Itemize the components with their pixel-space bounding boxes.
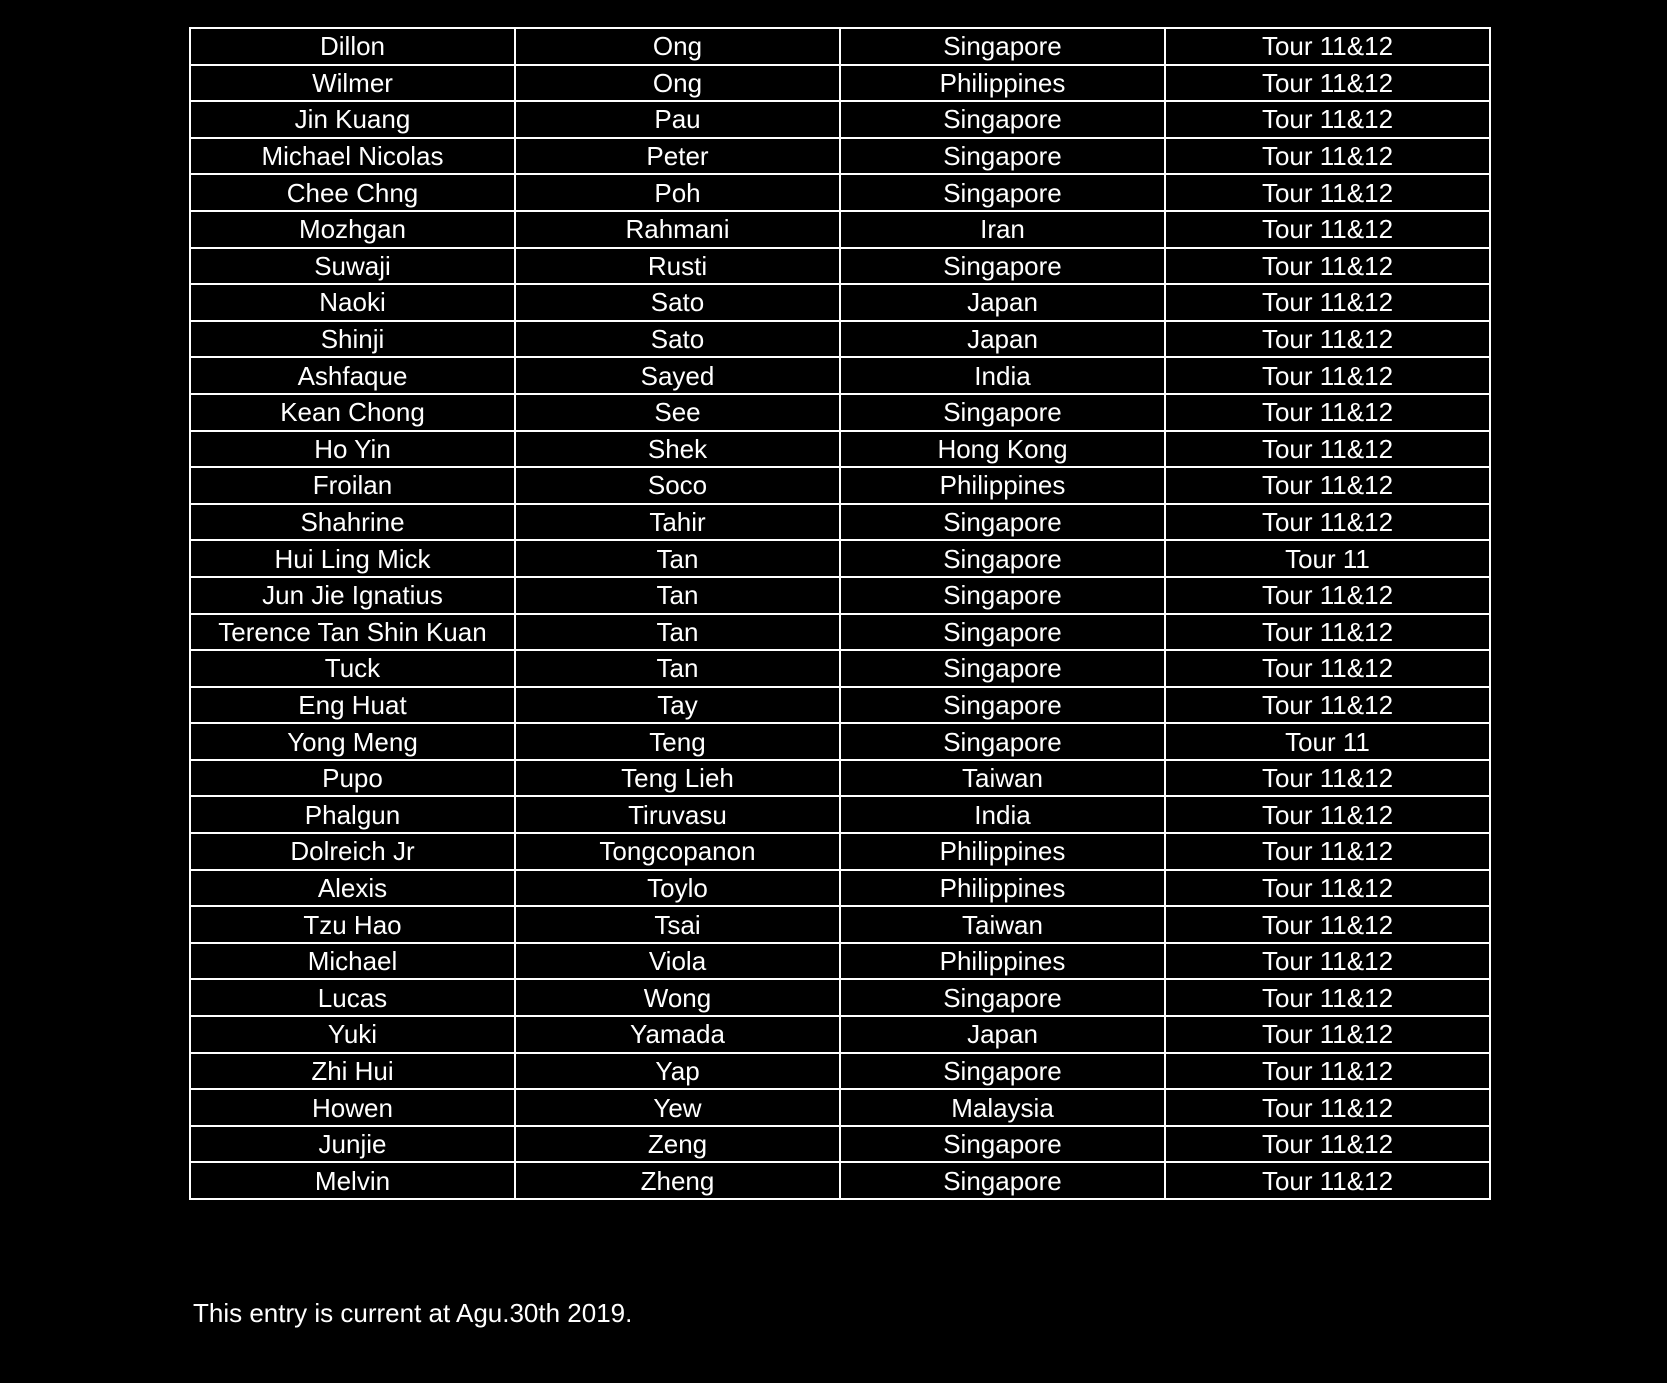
country-cell: Singapore: [840, 394, 1165, 431]
country-cell: Singapore: [840, 979, 1165, 1016]
country-cell: Singapore: [840, 174, 1165, 211]
table-row: [190, 833, 1490, 870]
tour-cell: Tour 11&12: [1165, 138, 1490, 175]
tour-cell: Tour 11&12: [1165, 906, 1490, 943]
tour-cell: Tour 11&12: [1165, 687, 1490, 724]
tour-cell: Tour 11&12: [1165, 211, 1490, 248]
first-name-cell: Michael: [190, 943, 515, 980]
last-name-cell: Sato: [515, 321, 840, 358]
table-row: [190, 577, 1490, 614]
participants-table-body: [190, 28, 1490, 1199]
tour-cell: Tour 11&12: [1165, 394, 1490, 431]
last-name-cell: Rusti: [515, 248, 840, 285]
first-name-cell: Alexis: [190, 870, 515, 907]
first-name-cell: Terence Tan Shin Kuan: [190, 614, 515, 651]
table-row: [190, 467, 1490, 504]
last-name-cell: Yew: [515, 1089, 840, 1126]
tour-cell: Tour 11&12: [1165, 65, 1490, 102]
first-name-cell: Dillon: [190, 28, 515, 65]
country-cell: Singapore: [840, 1126, 1165, 1163]
tour-cell: Tour 11&12: [1165, 577, 1490, 614]
table-row: [190, 321, 1490, 358]
first-name-cell: Yuki: [190, 1016, 515, 1053]
first-name-cell: Zhi Hui: [190, 1053, 515, 1090]
table-row: [190, 760, 1490, 797]
tour-cell: Tour 11&12: [1165, 943, 1490, 980]
tour-cell: Tour 11&12: [1165, 28, 1490, 65]
country-cell: Singapore: [840, 540, 1165, 577]
table-row: [190, 796, 1490, 833]
tour-cell: Tour 11&12: [1165, 650, 1490, 687]
tour-cell: Tour 11&12: [1165, 870, 1490, 907]
first-name-cell: Phalgun: [190, 796, 515, 833]
tour-cell: Tour 11&12: [1165, 1053, 1490, 1090]
last-name-cell: Tsai: [515, 906, 840, 943]
tour-cell: Tour 11&12: [1165, 248, 1490, 285]
last-name-cell: Ong: [515, 28, 840, 65]
last-name-cell: See: [515, 394, 840, 431]
first-name-cell: Eng Huat: [190, 687, 515, 724]
first-name-cell: Dolreich Jr: [190, 833, 515, 870]
table-row: [190, 1089, 1490, 1126]
country-cell: India: [840, 357, 1165, 394]
table-row: [190, 284, 1490, 321]
country-cell: Singapore: [840, 138, 1165, 175]
country-cell: Taiwan: [840, 760, 1165, 797]
tour-cell: Tour 11&12: [1165, 1126, 1490, 1163]
tour-cell: Tour 11: [1165, 723, 1490, 760]
tour-cell: Tour 11&12: [1165, 174, 1490, 211]
country-cell: Taiwan: [840, 906, 1165, 943]
first-name-cell: Yong Meng: [190, 723, 515, 760]
last-name-cell: Viola: [515, 943, 840, 980]
table-row: [190, 614, 1490, 651]
country-cell: Singapore: [840, 248, 1165, 285]
first-name-cell: Shahrine: [190, 504, 515, 541]
last-name-cell: Tiruvasu: [515, 796, 840, 833]
last-name-cell: Tan: [515, 577, 840, 614]
last-name-cell: Zheng: [515, 1162, 840, 1199]
first-name-cell: Suwaji: [190, 248, 515, 285]
last-name-cell: Soco: [515, 467, 840, 504]
last-name-cell: Tan: [515, 540, 840, 577]
last-name-cell: Teng Lieh: [515, 760, 840, 797]
first-name-cell: Lucas: [190, 979, 515, 1016]
last-name-cell: Tan: [515, 614, 840, 651]
last-name-cell: Tahir: [515, 504, 840, 541]
last-name-cell: Poh: [515, 174, 840, 211]
first-name-cell: Ashfaque: [190, 357, 515, 394]
last-name-cell: Teng: [515, 723, 840, 760]
country-cell: Philippines: [840, 943, 1165, 980]
current-as-of-note: This entry is current at Agu.30th 2019.: [193, 1298, 633, 1328]
country-cell: Philippines: [840, 467, 1165, 504]
table-row: [190, 1126, 1490, 1163]
first-name-cell: Jin Kuang: [190, 101, 515, 138]
first-name-cell: Tuck: [190, 650, 515, 687]
country-cell: Philippines: [840, 870, 1165, 907]
table-row: [190, 1016, 1490, 1053]
tour-cell: Tour 11&12: [1165, 614, 1490, 651]
country-cell: Singapore: [840, 28, 1165, 65]
tour-cell: Tour 11: [1165, 540, 1490, 577]
country-cell: Singapore: [840, 687, 1165, 724]
table-row: [190, 650, 1490, 687]
country-cell: Singapore: [840, 1053, 1165, 1090]
last-name-cell: Rahmani: [515, 211, 840, 248]
first-name-cell: Jun Jie Ignatius: [190, 577, 515, 614]
first-name-cell: Froilan: [190, 467, 515, 504]
last-name-cell: Wong: [515, 979, 840, 1016]
first-name-cell: Naoki: [190, 284, 515, 321]
tour-cell: Tour 11&12: [1165, 284, 1490, 321]
table-row: [190, 723, 1490, 760]
country-cell: Singapore: [840, 504, 1165, 541]
table-row: [190, 687, 1490, 724]
table-row: [190, 65, 1490, 102]
last-name-cell: Peter: [515, 138, 840, 175]
last-name-cell: Sato: [515, 284, 840, 321]
country-cell: Singapore: [840, 577, 1165, 614]
table-row: [190, 943, 1490, 980]
last-name-cell: Toylo: [515, 870, 840, 907]
table-row: [190, 138, 1490, 175]
first-name-cell: Michael Nicolas: [190, 138, 515, 175]
first-name-cell: Ho Yin: [190, 431, 515, 468]
first-name-cell: Shinji: [190, 321, 515, 358]
country-cell: Singapore: [840, 723, 1165, 760]
country-cell: Iran: [840, 211, 1165, 248]
tour-cell: Tour 11&12: [1165, 796, 1490, 833]
table-row: [190, 1053, 1490, 1090]
last-name-cell: Zeng: [515, 1126, 840, 1163]
table-row: [190, 174, 1490, 211]
country-cell: Japan: [840, 321, 1165, 358]
country-cell: Singapore: [840, 1162, 1165, 1199]
country-cell: India: [840, 796, 1165, 833]
last-name-cell: Shek: [515, 431, 840, 468]
last-name-cell: Tay: [515, 687, 840, 724]
tour-cell: Tour 11&12: [1165, 833, 1490, 870]
table-row: [190, 211, 1490, 248]
table-row: [190, 504, 1490, 541]
first-name-cell: Chee Chng: [190, 174, 515, 211]
first-name-cell: Melvin: [190, 1162, 515, 1199]
country-cell: Singapore: [840, 650, 1165, 687]
country-cell: Japan: [840, 284, 1165, 321]
first-name-cell: Kean Chong: [190, 394, 515, 431]
country-cell: Japan: [840, 1016, 1165, 1053]
tour-cell: Tour 11&12: [1165, 467, 1490, 504]
first-name-cell: Junjie: [190, 1126, 515, 1163]
first-name-cell: Hui Ling Mick: [190, 540, 515, 577]
first-name-cell: Howen: [190, 1089, 515, 1126]
last-name-cell: Yamada: [515, 1016, 840, 1053]
tour-cell: Tour 11&12: [1165, 357, 1490, 394]
first-name-cell: Mozhgan: [190, 211, 515, 248]
table-row: [190, 906, 1490, 943]
table-row: [190, 248, 1490, 285]
table-row: [190, 870, 1490, 907]
last-name-cell: Tongcopanon: [515, 833, 840, 870]
tour-cell: Tour 11&12: [1165, 1016, 1490, 1053]
tour-cell: Tour 11&12: [1165, 431, 1490, 468]
participants-table: [189, 27, 1491, 1200]
tour-cell: Tour 11&12: [1165, 1162, 1490, 1199]
tour-cell: Tour 11&12: [1165, 321, 1490, 358]
first-name-cell: Tzu Hao: [190, 906, 515, 943]
tour-cell: Tour 11&12: [1165, 1089, 1490, 1126]
country-cell: Hong Kong: [840, 431, 1165, 468]
table-row: [190, 540, 1490, 577]
country-cell: Philippines: [840, 833, 1165, 870]
first-name-cell: Wilmer: [190, 65, 515, 102]
table-row: [190, 357, 1490, 394]
table-row: [190, 431, 1490, 468]
country-cell: Singapore: [840, 101, 1165, 138]
last-name-cell: Tan: [515, 650, 840, 687]
table-row: [190, 979, 1490, 1016]
country-cell: Philippines: [840, 65, 1165, 102]
last-name-cell: Pau: [515, 101, 840, 138]
tour-cell: Tour 11&12: [1165, 101, 1490, 138]
tour-cell: Tour 11&12: [1165, 760, 1490, 797]
country-cell: Malaysia: [840, 1089, 1165, 1126]
table-row: [190, 394, 1490, 431]
last-name-cell: Ong: [515, 65, 840, 102]
table-row: [190, 101, 1490, 138]
last-name-cell: Yap: [515, 1053, 840, 1090]
tour-cell: Tour 11&12: [1165, 979, 1490, 1016]
tour-cell: Tour 11&12: [1165, 504, 1490, 541]
country-cell: Singapore: [840, 614, 1165, 651]
table-row: [190, 1162, 1490, 1199]
last-name-cell: Sayed: [515, 357, 840, 394]
first-name-cell: Pupo: [190, 760, 515, 797]
table-row: [190, 28, 1490, 65]
